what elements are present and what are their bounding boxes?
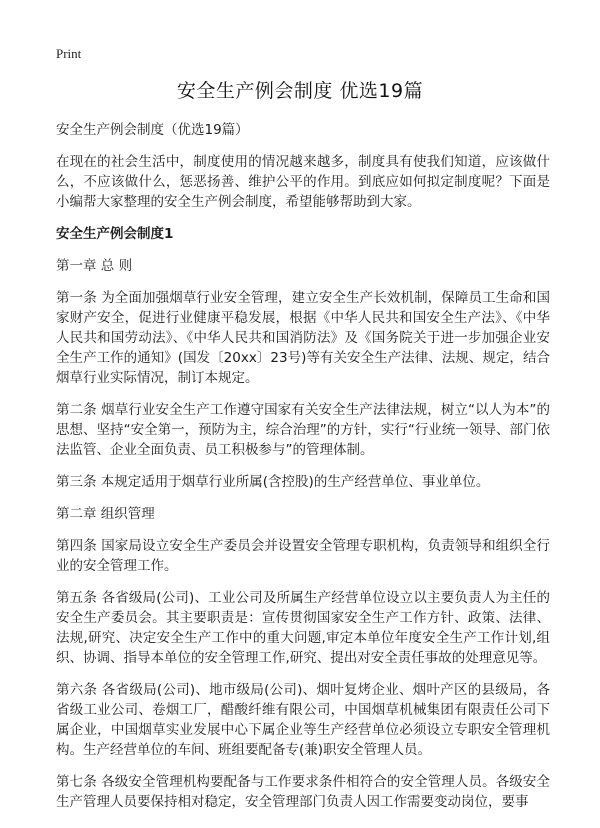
intro-paragraph: 在现在的社会生活中，制度使用的情况越来越多，制度具有使我们知道，应该做什么，不应该做什么，惩恶扬善、维护公平的作用。到底应如何拟定制度呢？下面是小编帮大家整理的安全生产例会制度，希望能够帮助到大家。 <box>56 154 550 210</box>
article-6: 第六条 各省级局(公司)、地市级局(公司)、烟叶复烤企业、烟叶产区的县级局，各省级工业公司、卷烟工厂，醋酸纤维有限公司，中国烟草机械集团有限责任公司下属企业，中国烟草实业发展中心下属企业等生产经营单位必须设立专职安全管理机构。生产经营单位的车间、班组要配备专(兼)职安全管理人员。 <box>56 682 550 758</box>
chapter-heading-2: 第二章 组织管理 <box>56 506 155 522</box>
article-7: 第七条 各级安全管理机构要配备与工作要求条件相符合的安全管理人员。各级安全生产管理人员要保持相对稳定，安全管理部门负责人因工作需要变动岗位，要事 <box>56 774 550 810</box>
document-body <box>56 120 550 824</box>
print-link[interactable]: Print <box>56 46 82 61</box>
page-title: 安全生产例会制度 优选19篇 <box>176 80 424 102</box>
article-3: 第三条 本规定适用于烟草行业所属(含控股)的生产经营单位、事业单位。 <box>56 474 490 490</box>
article-1: 第一条 为全面加强烟草行业安全管理，建立安全生产长效机制，保障员工生命和国家财产安全，促进行业健康平稳发展，根据《中华人民共和国安全生产法》、《中华人民共和国劳动法》、《中华人民共和国消防法》及《国务院关于进一步加强企业安全生产工作的通知》(国发〔20xx〕23号)等有关安全生产法律、法规、规定，结合烟草行业实际情况，制订本规定。 <box>56 290 550 386</box>
chapter-heading-1: 第一章 总 则 <box>56 258 133 274</box>
article-4: 第四条 国家局设立安全生产委员会并设置安全管理专职机构，负责领导和组织全行业的安全管理工作。 <box>56 538 550 574</box>
document-subtitle: 安全生产例会制度（优选19篇） <box>56 122 249 138</box>
article-5: 第五条 各省级局(公司)、工业公司及所属生产经营单位设立以主要负责人为主任的安全生产委员会。其主要职责是：宣传贯彻国家安全生产工作方针、政策、法律、法规,研究、决定安全生产工作中的重大问题,审定本单位年度安全生产工作计划,组织、协调、指导本单位的安全管理工作,研究、提出对安全责任事故的处理意见等。 <box>56 590 550 666</box>
section-heading: 安全生产例会制度1 <box>56 226 174 242</box>
article-2: 第二条 烟草行业安全生产工作遵守国家有关安全生产法律法规，树立“以人为本”的思想、坚持“安全第一，预防为主，综合治理”的方针，实行“行业统一领导、部门依法监管、企业全面负责、员工积极参与”的管理体制。 <box>56 402 550 458</box>
